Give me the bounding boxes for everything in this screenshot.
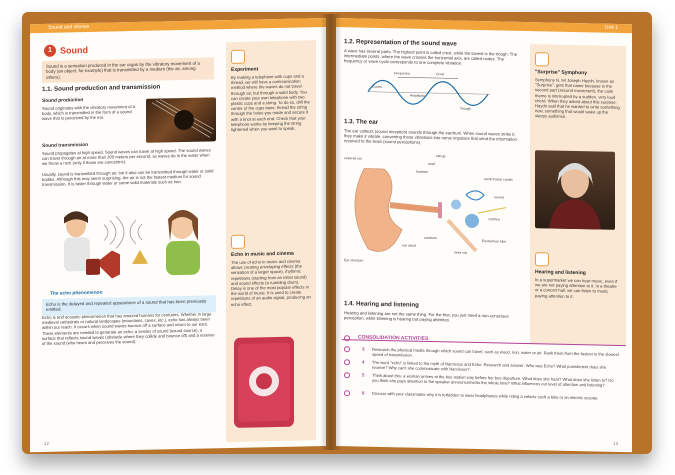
echo-music-text: The use of echo in music and cinema allows creating enveloping effects (the sensation of a larger space), rhythmic repetitions (starting from an initial sound) and sound effects (a rumbling drum). Delay is one of the most popular effects in the world of music. It is used to create repetitions of an audio signal, producing an echo effect. (231, 258, 311, 307)
activity-5-number: 5 (362, 372, 365, 378)
hearing-text: Hearing and listening are not the same thing. For the first, you just need a non-conscious perception, while listening is hearing but paying attention. (344, 310, 509, 323)
activity-6-text: Discuss with your classmates why it is forbidden to wear headphones while riding a vehicle such a bike or an electric scooter. (372, 390, 599, 401)
activity-5-icon (344, 372, 350, 378)
left-page-number: 12 (44, 440, 50, 446)
guitar-strings-icon (146, 97, 216, 142)
consolidation-title: CONSOLIDATION ACTIVITIES (358, 334, 429, 342)
ear-label-hammer: hammer (416, 169, 429, 174)
sound-wave-diagram (364, 71, 494, 116)
experiment-text: By making a telephone with cups and a thread, we will have a communication method where the waves do not travel through air, but through a solid body. You can create your own telephone with two plastic cups and a string. To do so, drill the centre of the cups base, thread the string through the holes you made and secure it with a knot at each end. Check that your telephone works by keeping the string tightened when you want to speak. (231, 73, 310, 133)
chapter-title: Sound (60, 44, 88, 56)
music-note-icon (231, 235, 245, 249)
sound-transmission-heading: Sound transmission (42, 142, 89, 149)
sound-transmission-text-2: Usually, sound is transmitted through air, but it also can be transmitted through water or solid bodies. Although this may seem surprising, the air is not the fastest medium for sound transmission. It is faster through water or some solid materials such as iron. (42, 168, 214, 188)
activity-3-text: Research the physical media through which sound can travel, such as wood, iron, water or air. Rank them from the fastest to the slowest speed of transmission. (372, 346, 619, 358)
portrait-figure (535, 150, 615, 230)
surprise-text: Symphony N. 94 Joseph Haydn, known as "Surprise", gets that name because in the second part (second movement), the calm theme is interrupted by a sudden, very loud chord. When they asked about this surprise, Haydn said that he wanted to write something new, something that would wake up the sleepy audience. (535, 77, 620, 120)
echo-illustration (42, 200, 218, 289)
activity-3-number: 3 (362, 346, 365, 352)
ear-label-nerves: nerves (494, 195, 505, 200)
music-icon (535, 52, 549, 66)
left-header-title: Sound and silence (48, 23, 90, 31)
sound-transmission-text: Sound propagates at high speed. Sound waves can travel at high speed. The sound waves can travel through air at more than 300 meters per second, as waves do in the water when we throw a rock (only if those are concentric). (42, 147, 211, 167)
activity-4-number: 4 (362, 359, 365, 365)
people-speaker-illustration (42, 200, 218, 289)
consolidation-icon (344, 335, 350, 341)
experiment-title: Experiment (231, 66, 259, 73)
wave-label-centre: Centre (372, 84, 383, 89)
right-page (336, 18, 632, 452)
activity-3-icon (344, 346, 350, 352)
ear-label-ear-canal: ear canal (402, 243, 416, 248)
flask-icon (231, 50, 245, 64)
ear-text: The ear collects (sound reception) sounds through the eardrum. When sound waves strike it, they make it vibrate, converting those vibrations into nerve impulses that send the information received to the brain (sound perceptions). (344, 128, 517, 146)
ear-label-cochlea: cochlea (488, 217, 500, 222)
echo-music-title: Echo in music and cinema (231, 250, 294, 258)
wave-label-crest: Crest (436, 72, 445, 77)
surprise-title: "Surprise" Symphony (535, 69, 587, 77)
consolidation-activities (342, 334, 626, 416)
ear-label-semicircular-canals: semicircular canals (484, 177, 513, 182)
chapter-number: 1 (44, 45, 56, 57)
ear-diagram (344, 148, 520, 272)
ear-icon (535, 252, 549, 266)
wave-diagram-svg (364, 71, 494, 116)
wave-label-trough: Trough (460, 106, 471, 111)
section-1-2-heading: 1.2. Representation of the sound wave (344, 38, 457, 48)
guitar-photo (146, 97, 216, 142)
dial-icon (234, 337, 294, 428)
ear-label-anvil: anvil (428, 161, 435, 167)
hearing-sidebar-text: In a supermarket we can hear music, even if we are not paying attention to it. In a theatre or a concert hall, we can listen to music paying attention to it. (535, 277, 618, 299)
phone-delay-app-photo (234, 337, 294, 428)
echo-text: Echo is and acoustic phenomenon that has amazed humans for centuries. Whether in large medieval cathedrals or natural landscapes (mountains, caves, etc.), echo has always been within our reach. It occurs when sound waves bounce off a surface and return to our ears. These elements are needed to generate an echo: a sender of sound (sound source), a surface that reflects sound waves (obstacle where they collide and bounce off) and a receiver of the sound (who hears and perceives the sound). (42, 311, 215, 346)
left-page (30, 18, 326, 452)
ear-label-eustachian: Eustachian tube (482, 239, 507, 244)
activity-6-icon (344, 390, 350, 396)
right-page-number: 13 (612, 440, 618, 446)
intro-box: Sound is a sensation produced in the ear organ by the vibratory movement of a body (an object, for example) that is transmitted by a medium (the air, among others). (42, 57, 214, 83)
ear-label-stirrup: stirrup (436, 154, 446, 159)
activity-4-icon (344, 359, 350, 365)
sound-production-heading: Sound production (42, 98, 84, 104)
book-gutter-shadow (320, 14, 342, 450)
section-1-3-heading: 1.3. The ear (344, 118, 379, 126)
section-1-4-heading: 1.4. Hearing and listening (344, 300, 419, 309)
wave-label-frequency: Frequency (394, 71, 411, 76)
activity-5-text: Think about this: a woman arrives at the bus station way before her bus departure. What does she hear? What does she listen to? Do you think she pays attention to the speaker announcements the whole time? What influences our level of attention and listening? (372, 372, 614, 388)
echo-definition-box: Echo is the delayed and repeated appearance of a sound that has been previously emitted. (42, 295, 216, 315)
ear-label-eardrum: eardrum (424, 235, 437, 241)
activity-6-number: 6 (362, 390, 365, 396)
wave-label-amplitude: Amplitude (410, 93, 426, 98)
activity-4-text: The word "echo" is linked to the myth of Narcissus and Echo. Research and answer: Who was Echo? What punishment does she receive? Why can't she communicate with Narcissus? (372, 359, 607, 372)
ear-caption: Ear structure (344, 258, 364, 263)
haydn-portrait (535, 150, 615, 230)
section-1-1-heading: 1.1. Sound production and transmission (42, 83, 161, 93)
hearing-sidebar-title: Hearing and listening (535, 269, 586, 277)
echo-heading: The echo phenomenon (50, 290, 103, 297)
wave-text: A wave has several parts. The highest point is called crest, while the lowest is the trough. The intermediate points, where the wave crosses the horizontal axis, are called nodes. The frequency or wave cycle corresponds to one complete vibration. (344, 48, 518, 67)
ear-label-external-ear: external ear (344, 156, 362, 161)
ear-label-inner-ear: inner ear (454, 250, 468, 255)
right-header-unit: Unit 1 (604, 24, 618, 31)
sound-production-text: Sound originates with the vibratory movement of a body, which is transmitted in the form of a sound wave that is perceived by the ear. (42, 103, 136, 122)
